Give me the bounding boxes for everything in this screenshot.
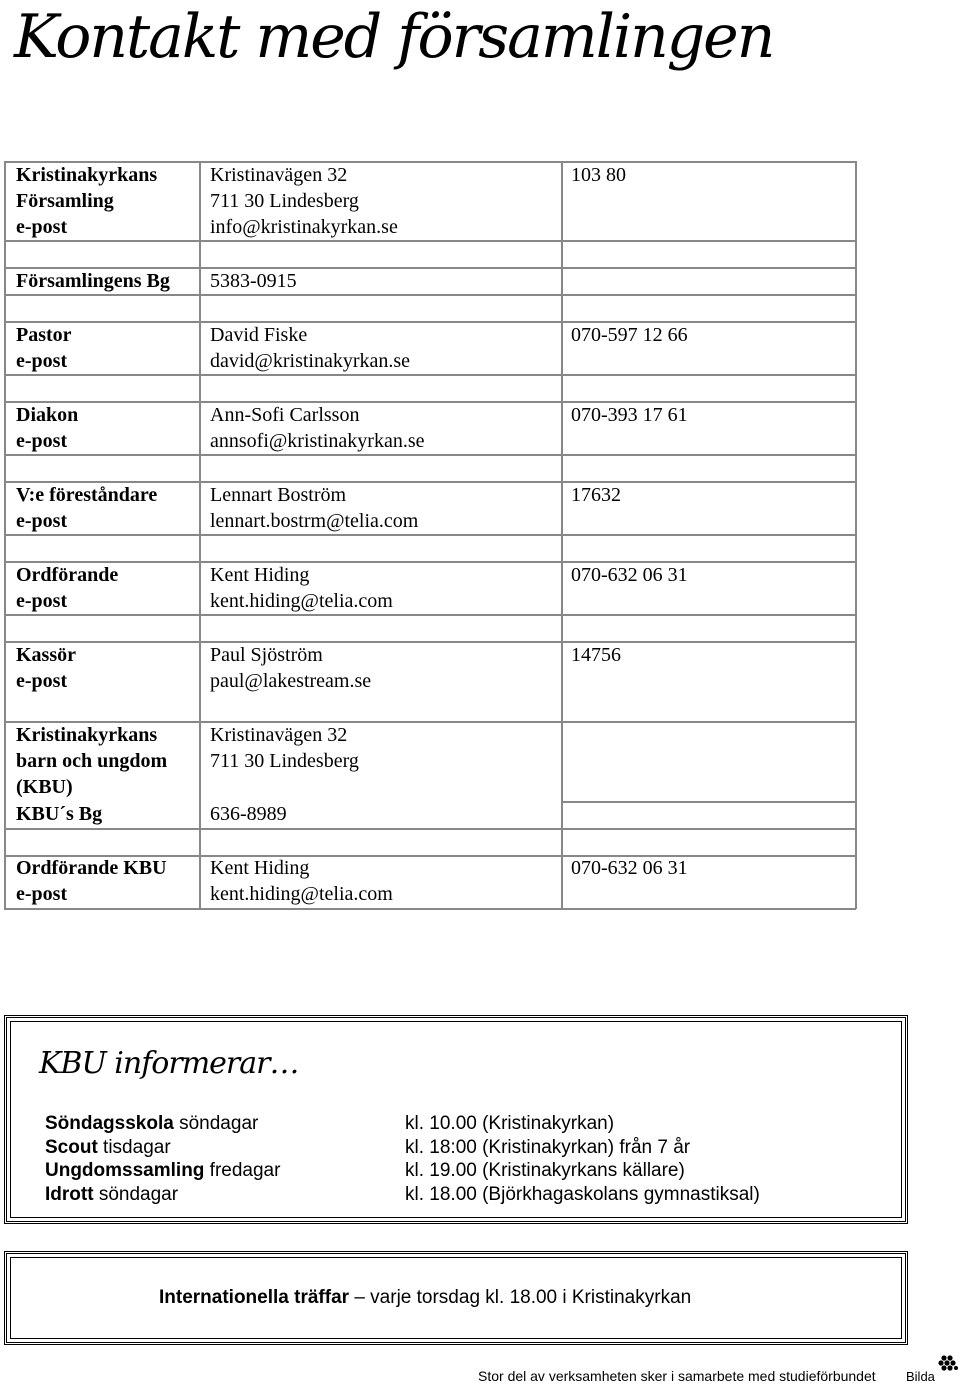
row-label-line: V:e föreståndare <box>16 484 158 506</box>
row-info-line: Kristinavägen 32 <box>210 724 348 746</box>
row-phone: 070-632 06 31 <box>571 564 688 586</box>
row-info <box>210 482 418 534</box>
row-info <box>210 268 297 294</box>
activity-day: fredagar <box>204 1160 281 1181</box>
row-info-line: Paul Sjöström <box>210 644 323 666</box>
row-label <box>16 162 157 240</box>
row-label <box>16 268 170 294</box>
row-label-line: Kassör <box>16 644 76 666</box>
row-info-line: info@kristinakyrkan.se <box>210 216 398 238</box>
international-schedule: varje torsdag kl. 18.00 i Kristinakyrkan <box>370 1287 692 1308</box>
row-label <box>16 855 167 907</box>
row-phone: 103 80 <box>571 164 626 186</box>
row-label <box>16 402 78 454</box>
row-info-line: 711 30 Lindesberg <box>210 190 359 212</box>
row-info-line: lennart.bostrm@telia.com <box>210 510 419 532</box>
activity-day: söndagar <box>93 1183 179 1205</box>
row-label-line: e-post <box>16 670 68 692</box>
kbu-title: KBU informerar… <box>39 1046 299 1081</box>
row-label <box>16 722 167 800</box>
row-info-line: kent.hiding@telia.com <box>210 883 393 905</box>
international-text <box>159 1287 691 1309</box>
activity-item <box>45 1112 280 1136</box>
international-box <box>4 1251 908 1345</box>
activity-name: Idrott <box>45 1183 94 1205</box>
row-label-line: barn och ungdom <box>16 750 168 772</box>
row-info <box>210 562 393 614</box>
row-label-line: e-post <box>16 350 68 372</box>
activity-time: kl. 19.00 (Kristinakyrkans källare) <box>405 1160 685 1181</box>
row-label-line: Ordförande <box>16 564 119 586</box>
footer-text: Stor del av verksamheten sker i samarbete med studieförbundet <box>478 1368 876 1384</box>
row-phone: 17632 <box>571 484 621 506</box>
row-phone: 070-632 06 31 <box>571 857 688 879</box>
activity-time: kl. 18.00 (Björkhagaskolans gymnastiksal) <box>405 1183 760 1205</box>
row-label-line: Församlingens Bg <box>16 270 170 292</box>
row-label <box>16 562 118 614</box>
row-info <box>210 801 287 827</box>
row-label <box>16 322 72 374</box>
row-info-line: David Fiske <box>210 324 308 346</box>
row-label-line: Kristinakyrkans <box>16 724 158 746</box>
row-phone: 070-597 12 66 <box>571 324 688 346</box>
row-info-line: david@kristinakyrkan.se <box>210 350 411 372</box>
international-name: Internationella träffar <box>159 1287 350 1308</box>
activity-day: tisdagar <box>97 1136 171 1158</box>
activity-item <box>45 1136 280 1160</box>
activity-item <box>45 1159 280 1183</box>
row-info-line: Kent Hiding <box>210 564 310 586</box>
row-info <box>210 162 398 240</box>
row-label-line: e-post <box>16 510 68 532</box>
row-info <box>210 402 424 454</box>
row-info-line: Lennart Boström <box>210 484 347 506</box>
bilda-logo-text: Bilda <box>906 1369 935 1384</box>
row-label-line: Församling <box>16 190 114 212</box>
row-info-line: kent.hiding@telia.com <box>210 590 393 612</box>
row-info-line: 636-8989 <box>210 803 287 825</box>
row-info <box>210 722 359 774</box>
international-dash: – <box>349 1287 371 1308</box>
row-info <box>210 322 410 374</box>
activity-list <box>45 1112 280 1206</box>
page-title: Kontakt med församlingen <box>14 2 774 72</box>
row-label-line: e-post <box>16 883 68 905</box>
row-info-line: 5383-0915 <box>210 270 297 292</box>
row-info-line: annsofi@kristinakyrkan.se <box>210 430 425 452</box>
row-info-line: Kent Hiding <box>210 857 310 879</box>
row-label <box>16 801 102 827</box>
row-info-line: Kristinavägen 32 <box>210 164 348 186</box>
row-label <box>16 482 157 534</box>
row-label-line: KBU´s Bg <box>16 803 103 825</box>
activity-times <box>405 1112 760 1206</box>
activity-name: Ungdomssamling <box>45 1160 205 1181</box>
row-info <box>210 642 371 694</box>
row-label-line: e-post <box>16 216 68 238</box>
row-phone: 14756 <box>571 644 621 666</box>
activity-item <box>45 1183 280 1207</box>
activity-day: söndagar <box>173 1113 259 1134</box>
activity-name: Scout <box>45 1136 98 1158</box>
row-label <box>16 642 76 694</box>
row-info-line: paul@lakestream.se <box>210 670 372 692</box>
row-label-line: (KBU) <box>16 776 73 798</box>
row-phone: 070-393 17 61 <box>571 404 688 426</box>
activity-name: Söndagsskola <box>45 1113 174 1134</box>
row-label-line: Kristinakyrkans <box>16 164 158 186</box>
row-label-line: Pastor <box>16 324 72 346</box>
row-label-line: e-post <box>16 590 68 612</box>
row-label-line: Diakon <box>16 404 79 426</box>
row-info-line: Ann-Sofi Carlsson <box>210 404 360 426</box>
kbu-info-box <box>4 1015 908 1224</box>
activity-time: kl. 18:00 (Kristinakyrkan) från 7 år <box>405 1136 691 1158</box>
row-info <box>210 855 393 907</box>
row-label-line: e-post <box>16 430 68 452</box>
row-info-line: 711 30 Lindesberg <box>210 750 359 772</box>
row-label-line: Ordförande KBU <box>16 857 167 879</box>
activity-time: kl. 10.00 (Kristinakyrkan) <box>405 1113 615 1134</box>
